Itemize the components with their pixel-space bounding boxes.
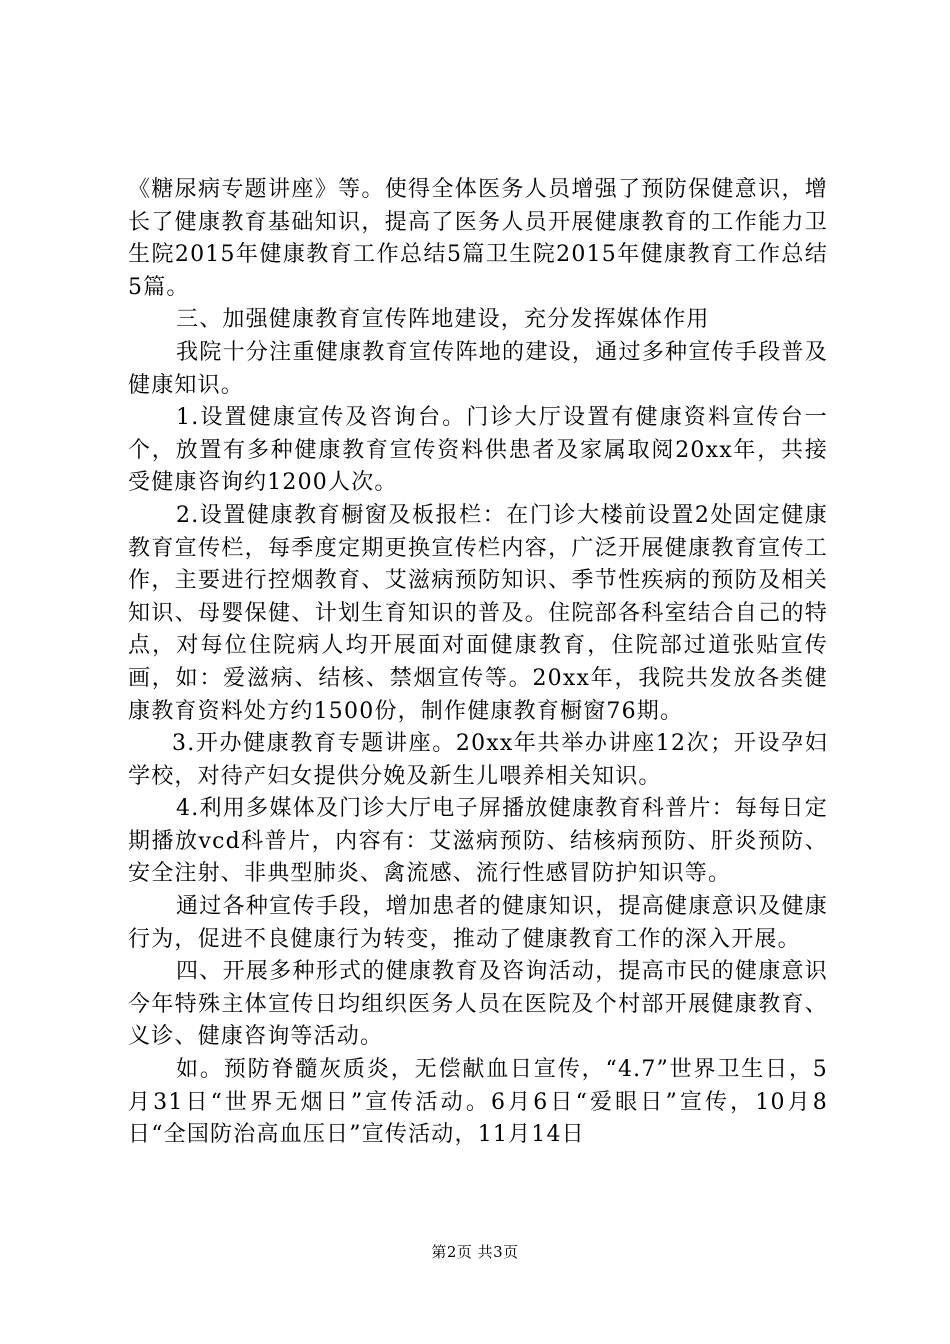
section-heading-4: 四、开展多种形式的健康教育及咨询活动，提高市民的健康意识今年特殊主体宣传日均组织医务人员在医院及个村部开展健康教育、义诊、健康咨询等活动。 <box>128 959 828 1050</box>
section-heading-3: 三、加强健康教育宣传阵地建设，充分发挥媒体作用 <box>176 307 710 333</box>
paragraph-3: 我院十分注重健康教育宣传阵地的建设，通过多种宣传手段普及健康知识。 <box>128 339 828 398</box>
list-item-3: 3.开办健康教育专题讲座。20xx年共举办讲座12次；开设孕妇学校，对待产妇女提供分娩及新生儿喂养相关知识。 <box>128 731 828 789</box>
page-number-footer: 第2页 共3页 <box>431 1243 519 1261</box>
paragraph-1: 《糖尿病专题讲座》等。使得全体医务人员增强了预防保健意识，增长了健康教育基础知识，提高了医务人员开展健康教育的工作能力卫生院2015年健康教育工作总结5篇卫生院2015年健康教育工作总结5篇。 <box>128 177 828 300</box>
list-item-2: 2.设置健康教育橱窗及板报栏：在门诊大楼前设置2处固定健康教育宣传栏，每季度定期更换宣传栏内容，广泛开展健康教育宣传工作，主要进行控烟教育、艾滋病预防知识、季节性疾病的预防及相关知识、母婴保健、计划生育知识的普及。住院部各科室结合自己的特点，对每位住院病人均开展面对面健康教育，住院部过道张贴宣传画，如：爱滋病、结核、禁烟宣传等。20xx年，我院共发放各类健康教育资料处方约1500份，制作健康教育橱窗76期。 <box>128 502 828 724</box>
list-item-1: 1.设置健康宣传及咨询台。门诊大厅设置有健康资料宣传台一个，放置有多种健康教育宣传资料供患者及家属取阅20xx年，共接受健康咨询约1200人次。 <box>128 405 828 496</box>
paragraph-summary: 通过各种宣传手段，增加患者的健康知识，提高健康意识及健康行为，促进不良健康行为转变，推动了健康教育工作的深入开展。 <box>128 894 828 952</box>
list-item-4: 4.利用多媒体及门诊大厅电子屏播放健康教育科普片：每每日定期播放vcd科普片，内容有：艾滋病预防、结核病预防、肝炎预防、安全注射、非典型肺炎、禽流感、流行性感冒防护知识等。 <box>128 796 828 887</box>
document-body <box>128 174 828 1152</box>
paragraph-events: 如。预防脊髓灰质炎，无偿献血日宣传，“4.7”世界卫生日，5月31日“世界无烟日”宣传活动。6月6日“爱眼日”宣传，10月8日“全国防治高血压日”宣传活动，11月14日 <box>128 1057 828 1148</box>
